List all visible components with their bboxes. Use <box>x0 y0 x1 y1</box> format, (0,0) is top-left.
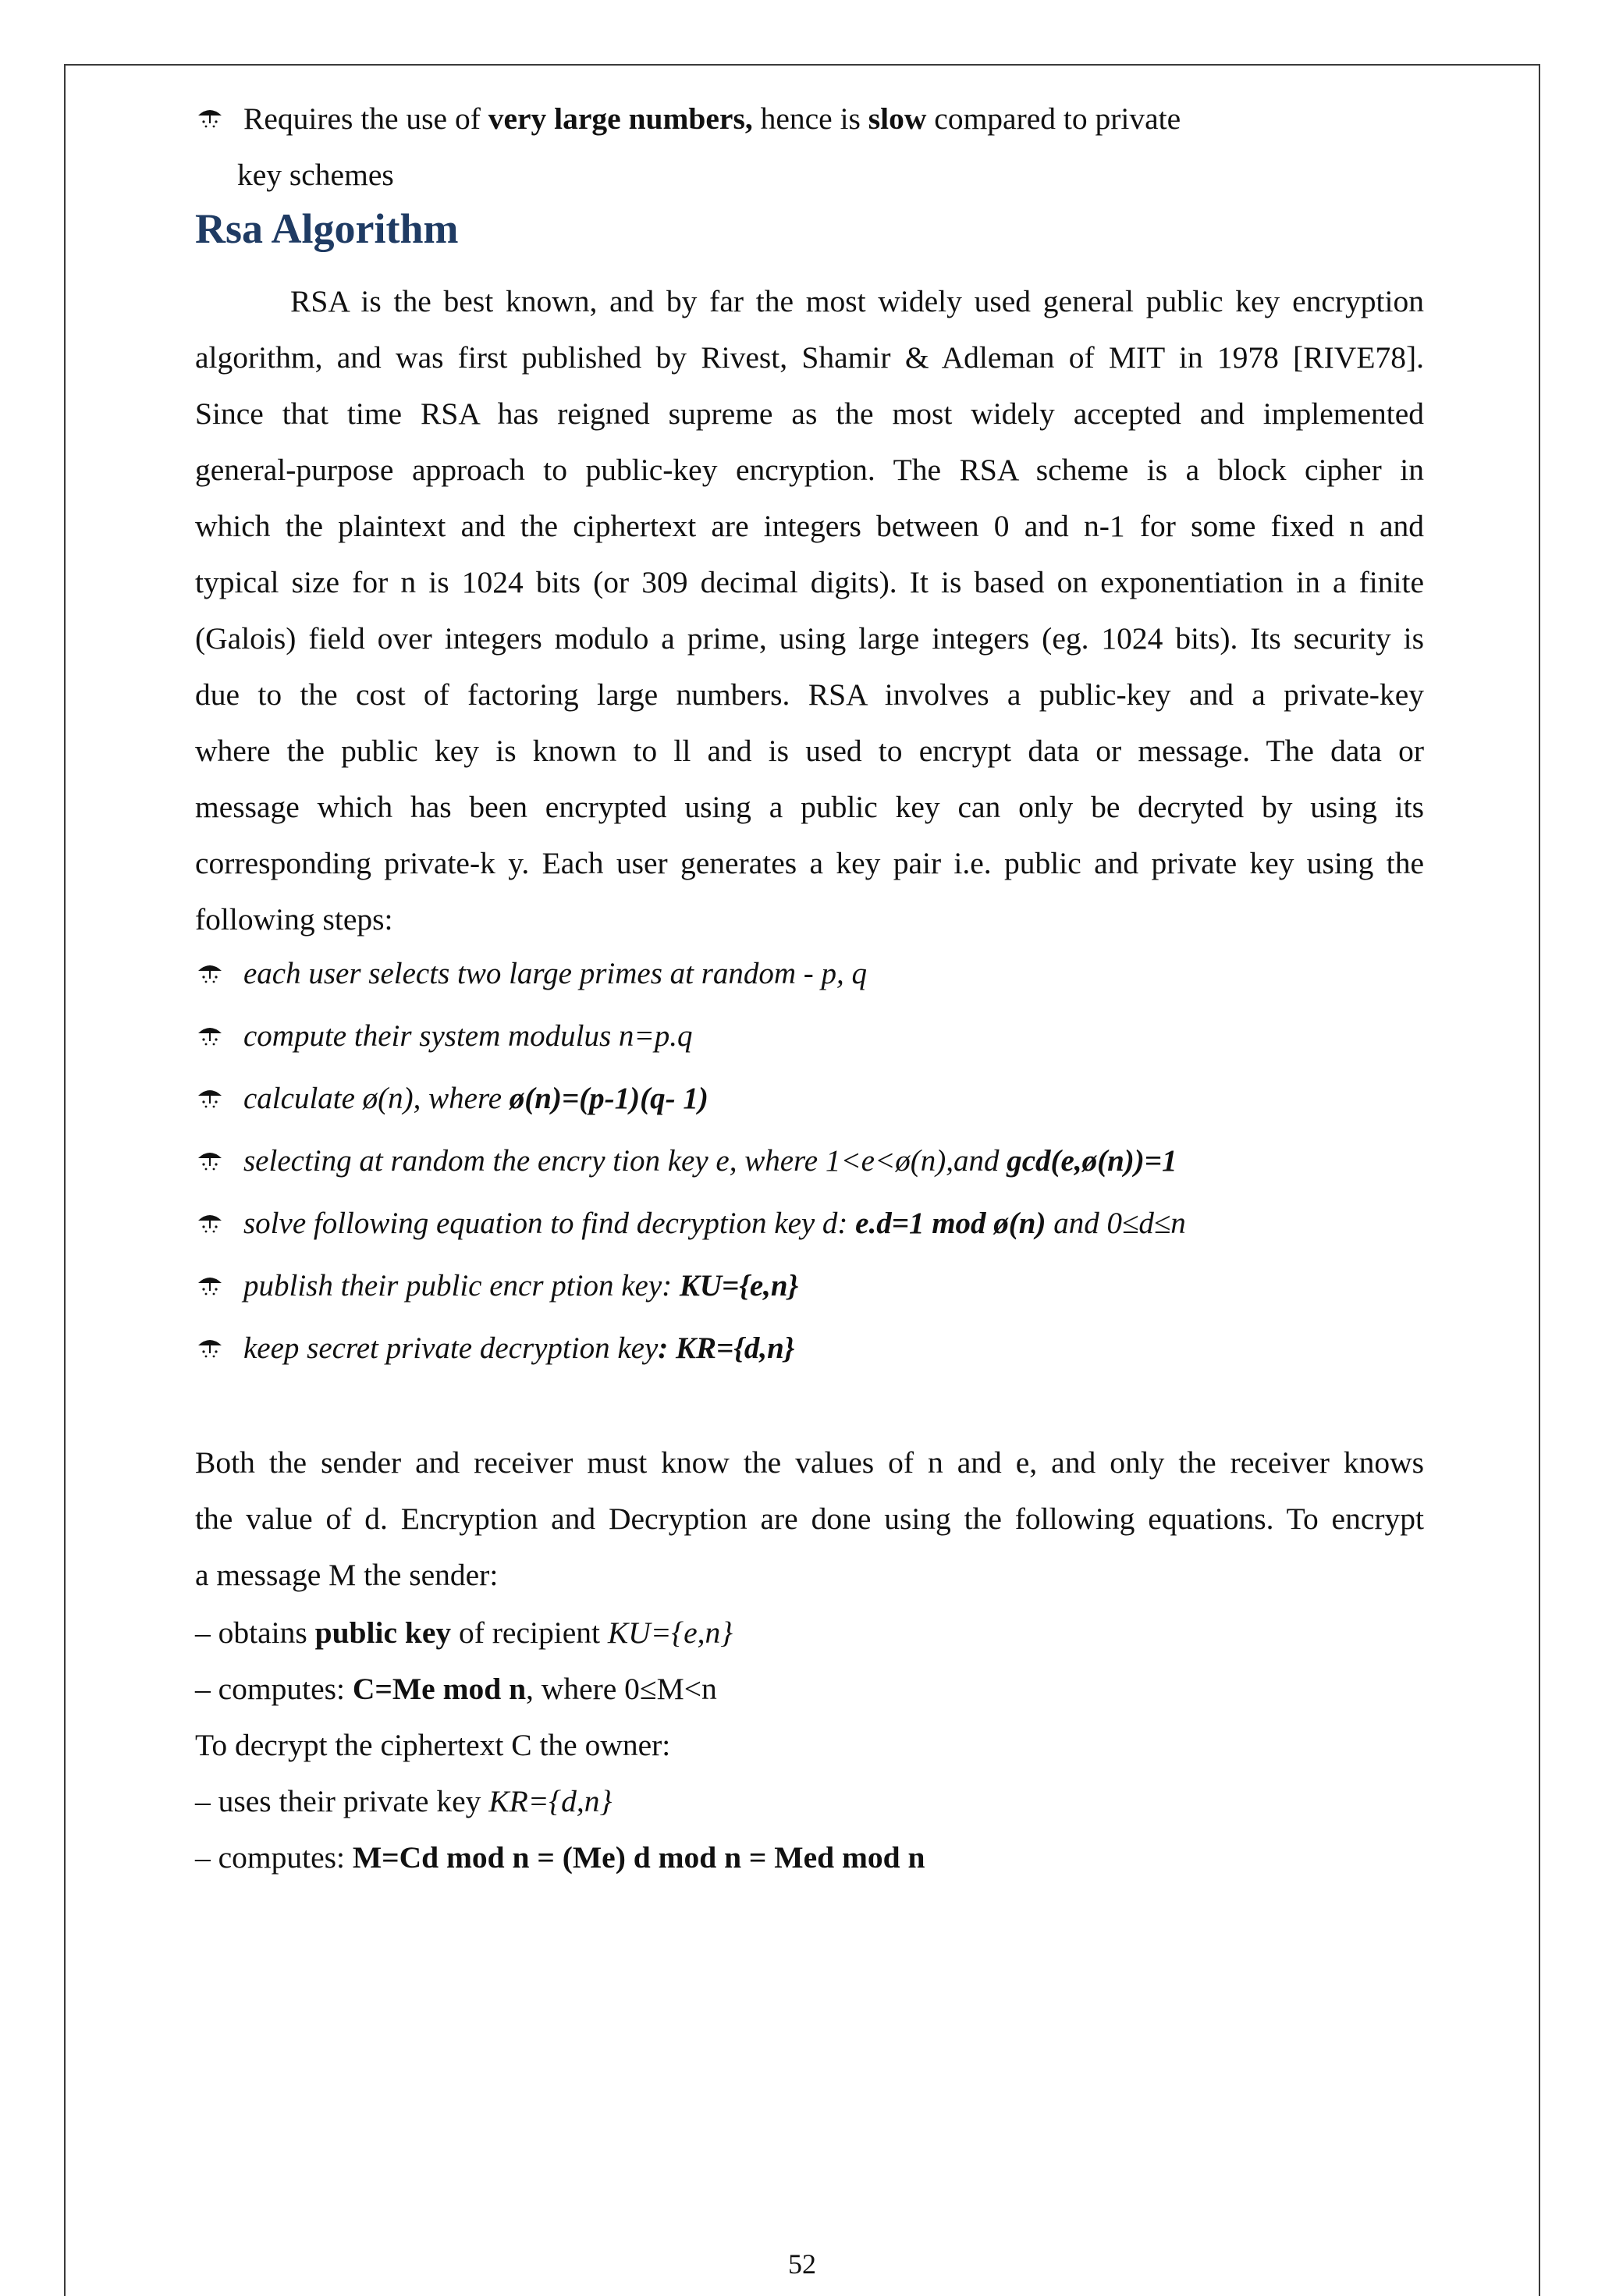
paragraph-line: typical size for n is 1024 bits (or 309 decimal digits). It is based on exponentiation in a finite <box>195 565 1424 599</box>
step-item: solve following equation to find decryption key d: e.d=1 mod ø(n) and 0≤d≤n <box>243 1205 1186 1242</box>
step-item: compute their system modulus n=p.q <box>243 1018 693 1055</box>
top-bullet-line-2: key schemes <box>237 158 394 192</box>
obtains-public-key-line: – obtains public key of recipient KU={e,n} <box>195 1615 733 1650</box>
umbrella-bullet-icon <box>197 1149 223 1172</box>
umbrella-bullet-icon <box>197 1336 223 1359</box>
umbrella-bullet-icon <box>197 1274 223 1297</box>
paragraph-line: where the public key is known to ll and is used to encrypt data or message. The data or <box>195 734 1424 768</box>
umbrella-bullet-icon <box>197 961 223 985</box>
step-item: keep secret private decryption key: KR={d,n} <box>243 1330 794 1367</box>
paragraph-line: general-purpose approach to public-key encryption. The RSA scheme is a block cipher in <box>195 453 1424 487</box>
top-bullet-line-1: Requires the use of very large numbers, hence is slow compared to private <box>243 101 1181 136</box>
step-item: publish their public encr ption key: KU={e,n} <box>243 1267 798 1305</box>
step-item: selecting at random the encry tion key e, where 1<e<ø(n),and gcd(e,ø(n))=1 <box>243 1143 1177 1180</box>
top-bullet <box>237 100 1414 203</box>
uses-private-key-line: – uses their private key KR={d,n} <box>195 1784 613 1818</box>
paragraph-line: algorithm, and was first published by Rivest, Shamir & Adleman of MIT in 1978 [RIVE78]. <box>195 340 1424 375</box>
umbrella-bullet-icon <box>197 1211 223 1235</box>
paragraph-line: message which has been encrypted using a public key can only be decryted by using its <box>195 790 1424 824</box>
encryption-paragraph <box>195 1434 1424 1603</box>
paragraph-line: following steps: <box>195 902 393 937</box>
section-title: Rsa Algorithm <box>195 205 459 252</box>
paragraph-line: the value of d. Encryption and Decryption are done using the following equations. To encrypt <box>195 1502 1424 1536</box>
umbrella-bullet-icon <box>197 1086 223 1110</box>
paragraph-line: Since that time RSA has reigned supreme as the most widely accepted and implemented <box>195 396 1424 431</box>
paragraph-line: (Galois) field over integers modulo a prime, using large integers (eg. 1024 bits). Its security is <box>195 621 1424 656</box>
step-item: calculate ø(n), where ø(n)=(p-1)(q- 1) <box>243 1080 708 1118</box>
paragraph-line: RSA is the best known, and by far the most widely used general public key encryption <box>290 284 1424 318</box>
rsa-paragraph <box>195 273 1424 947</box>
step-item: each user selects two large primes at random - p, q <box>243 955 867 993</box>
computes-message-line: – computes: M=Cd mod n = (Me) d mod n = Med mod n <box>195 1840 925 1875</box>
paragraph-line: due to the cost of factoring large numbers. RSA involves a public-key and a private-key <box>195 677 1424 712</box>
decrypt-intro-line: To decrypt the ciphertext C the owner: <box>195 1728 671 1762</box>
paragraph-line: Both the sender and receiver must know the values of n and e, and only the receiver knows <box>195 1445 1424 1480</box>
umbrella-bullet-icon <box>197 106 223 130</box>
umbrella-bullet-icon <box>197 1024 223 1047</box>
page-number: 52 <box>788 2248 816 2280</box>
computes-cipher-line: – computes: C=Me mod n, where 0≤M<n <box>195 1672 717 1706</box>
paragraph-line: a message M the sender: <box>195 1558 499 1592</box>
paragraph-line: corresponding private-k y. Each user generates a key pair i.e. public and private key using the <box>195 846 1424 880</box>
paragraph-line: which the plaintext and the ciphertext are integers between 0 and n-1 for some fixed n and <box>195 509 1424 543</box>
